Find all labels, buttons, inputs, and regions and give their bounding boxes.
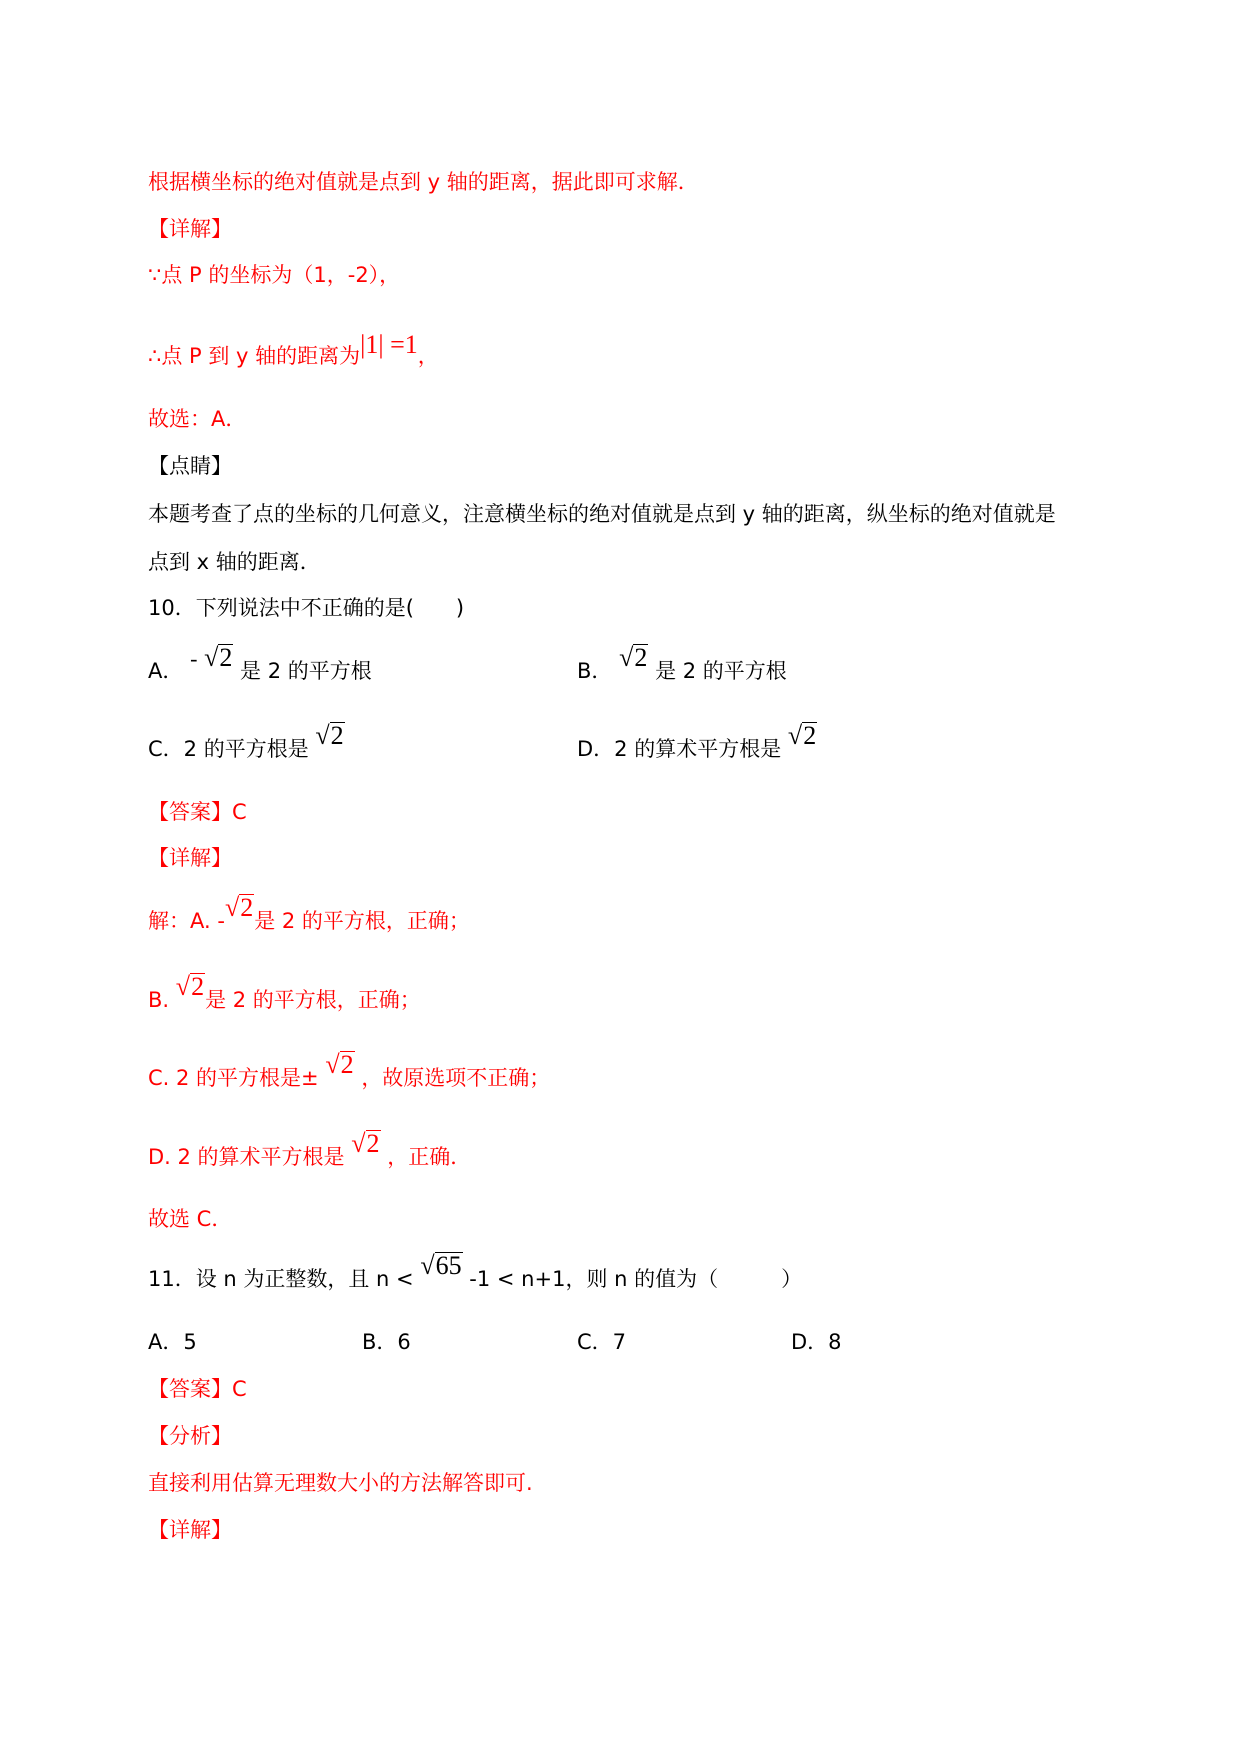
option-b [577, 643, 787, 685]
option-text: 是 2 的平方根 [655, 659, 787, 683]
sqrt-2: √2 [224, 893, 254, 922]
section-tag-point: 【点睛】 [148, 454, 232, 478]
section-tag-analysis: 【分析】 [148, 1424, 232, 1448]
text-line: 根据横坐标的绝对值就是点到 y 轴的距离，据此即可求解． [148, 170, 699, 194]
option-c [148, 721, 345, 763]
option-label: B． [577, 659, 613, 683]
text-line: 故选：A． [148, 407, 247, 431]
option-a [148, 643, 372, 685]
option-text: 是 2 的平方根 [240, 659, 372, 683]
solution-line-d: D. 2 的算术平方根是 √2 ，正确． [148, 1129, 472, 1169]
question-10-stem: 10．下列说法中不正确的是( ) [148, 596, 465, 620]
question-11-stem: 11．设 n 为正整数，且 n < √65 -1 < n+1，则 n 的值为（ ） [148, 1251, 803, 1291]
text-line: 本题考查了点的坐标的几何意义，注意横坐标的绝对值就是点到 y 轴的距离，纵坐标的绝对值就是 [148, 502, 1056, 526]
option-a: A．5 [148, 1330, 197, 1354]
solution-line-c: C. 2 的平方根是± √2 ，故原选项不正确； [148, 1050, 551, 1090]
minus-sign: - [190, 646, 198, 671]
answer-q10: 【答案】C [148, 800, 247, 824]
option-c: C．7 [577, 1330, 627, 1354]
sqrt-2: √2 [351, 1129, 380, 1158]
answer-q11: 【答案】C [148, 1377, 247, 1401]
option-text: D．2 的算术平方根是 [577, 737, 782, 761]
text-line: 点到 x 轴的距离． [148, 550, 321, 574]
final-choice: 故选 C． [148, 1207, 233, 1231]
section-tag-detail: 【详解】 [148, 1518, 232, 1542]
section-tag-detail: 【详解】 [148, 846, 232, 870]
sqrt-2: √2 [175, 972, 205, 1001]
sqrt-2: √2 [325, 1050, 354, 1079]
option-b: B．6 [362, 1330, 411, 1354]
option-d: D．8 [791, 1330, 842, 1354]
sqrt-2: √2 [315, 721, 344, 750]
abs-expression: |1| =1 [360, 330, 418, 359]
math-line [148, 330, 439, 370]
option-text: C．2 的平方根是 [148, 737, 309, 761]
section-tag-detail: 【详解】 [148, 217, 232, 241]
sqrt-2: √2 [787, 721, 817, 750]
sqrt-2: √2 [204, 643, 233, 672]
text-line: ∵点 P 的坐标为（1，-2）， [148, 263, 401, 287]
sqrt-2: √2 [619, 643, 648, 672]
text-fragment: ， [417, 344, 439, 368]
option-label: A． [148, 659, 184, 683]
option-d [577, 721, 817, 763]
text-fragment: ∴点 P 到 y 轴的距离为 [148, 344, 361, 368]
analysis-text: 直接利用估算无理数大小的方法解答即可. [148, 1471, 533, 1495]
solution-line-a: 解：A. -√2是 2 的平方根，正确； [148, 893, 470, 933]
solution-line-b: B. √2是 2 的平方根，正确； [148, 972, 421, 1012]
sqrt-65: √65 [420, 1251, 462, 1280]
